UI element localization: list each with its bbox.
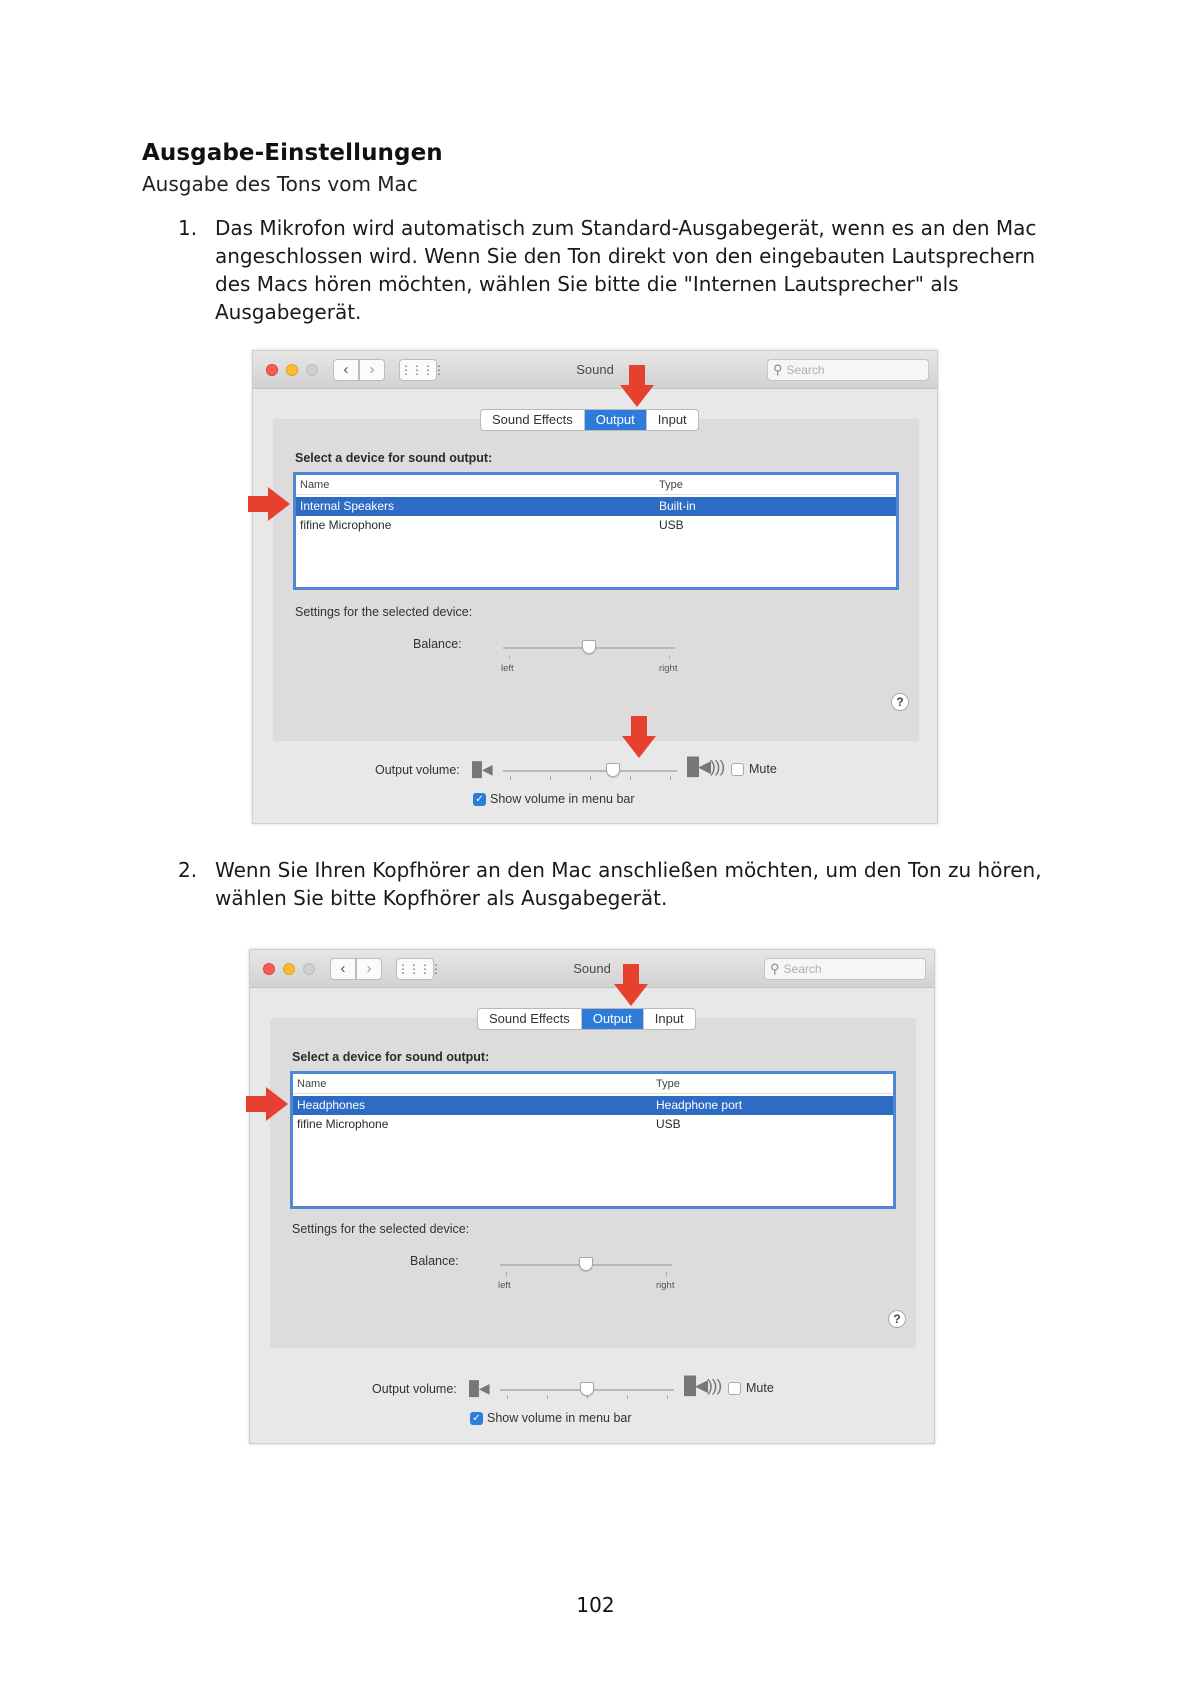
- balance-label: Balance:: [410, 1254, 459, 1268]
- mute-checkbox[interactable]: [728, 1382, 741, 1395]
- table-row[interactable]: [293, 1115, 893, 1134]
- search-placeholder: Search: [783, 962, 822, 976]
- grid-icon: ⋮⋮⋮⋮: [397, 962, 441, 976]
- chevron-left-icon: ‹: [340, 960, 346, 977]
- search-icon: ⚲: [770, 961, 780, 976]
- output-volume-slider-knob[interactable]: [606, 763, 620, 777]
- slider-tick: [669, 655, 670, 659]
- speaker-high-icon: █◀))): [684, 1376, 722, 1395]
- sound-window-2: [249, 949, 935, 1444]
- panel-heading: Select a device for sound output:: [295, 451, 493, 465]
- device-name: fifine Microphone: [297, 1117, 389, 1131]
- step-line: des Macs hören möchten, wählen Sie bitte die "Internen Lautsprecher" als: [215, 272, 959, 296]
- output-volume-slider[interactable]: [503, 770, 677, 772]
- window-title: Sound: [576, 362, 614, 377]
- annotation-arrow-device-1: [248, 487, 290, 521]
- slider-tick: [510, 776, 511, 780]
- device-table: [290, 1071, 896, 1209]
- tab-output[interactable]: Output: [582, 1009, 644, 1029]
- speaker-high-icon: █◀))): [687, 757, 725, 776]
- balance-right-label: right: [656, 1280, 675, 1291]
- settings-label: Settings for the selected device:: [295, 605, 473, 619]
- checkmark-icon: ✓: [472, 1413, 481, 1424]
- device-name: Internal Speakers: [300, 499, 395, 513]
- annotation-arrow-volume: [622, 716, 656, 758]
- chevron-right-icon: ›: [366, 960, 372, 977]
- slider-tick: [630, 776, 631, 780]
- tab-output[interactable]: Output: [585, 410, 647, 430]
- step-line: Wenn Sie Ihren Kopfhörer an den Mac anschließen möchten, um den Ton zu hören,: [215, 858, 1042, 882]
- output-volume-label: Output volume:: [372, 1382, 457, 1396]
- tab-sound-effects[interactable]: Sound Effects: [481, 410, 585, 430]
- help-button[interactable]: ?: [888, 1310, 906, 1328]
- step-line: angeschlossen wird. Wenn Sie den Ton direkt von den eingebauten Lautsprechern: [215, 244, 1036, 268]
- device-type: Built-in: [659, 499, 696, 513]
- device-type: USB: [659, 518, 684, 532]
- speaker-low-icon: █◀: [472, 761, 493, 777]
- slider-tick: [667, 1395, 668, 1399]
- device-table: [293, 472, 899, 590]
- mute-label: Mute: [749, 762, 777, 776]
- window-title: Sound: [573, 961, 611, 976]
- device-name: Headphones: [297, 1098, 366, 1112]
- show-volume-checkbox[interactable]: [473, 793, 486, 806]
- tab-bar: [477, 1008, 696, 1030]
- slider-tick: [550, 776, 551, 780]
- step-line: wählen Sie bitte Kopfhörer als Ausgabegerät.: [215, 886, 668, 910]
- column-header-name[interactable]: Name: [300, 479, 330, 491]
- annotation-arrow-device-2: [246, 1087, 288, 1121]
- balance-left-label: left: [501, 663, 514, 674]
- title-bar: [250, 950, 934, 988]
- table-header: [296, 475, 896, 495]
- tab-input[interactable]: Input: [654, 1011, 684, 1026]
- slider-tick: [547, 1395, 548, 1399]
- show-volume-label: Show volume in menu bar: [490, 792, 635, 806]
- step-line: Ausgabegerät.: [215, 300, 362, 324]
- step-text: [215, 214, 1055, 326]
- column-header-type[interactable]: Type: [659, 479, 683, 491]
- device-type: USB: [656, 1117, 681, 1131]
- title-bar: [253, 351, 937, 389]
- page-number: 102: [576, 1593, 615, 1617]
- balance-slider-knob[interactable]: [582, 640, 596, 654]
- tab-sound-effects[interactable]: Sound Effects: [478, 1009, 582, 1029]
- tab-input[interactable]: Input: [657, 412, 687, 427]
- settings-label: Settings for the selected device:: [292, 1222, 470, 1236]
- section-subtitle: Ausgabe des Tons vom Mac: [142, 172, 418, 196]
- help-button[interactable]: ?: [891, 693, 909, 711]
- output-volume-slider-knob[interactable]: [580, 1382, 594, 1396]
- tab-bar: [480, 409, 699, 431]
- table-header: [293, 1074, 893, 1094]
- checkmark-icon: ✓: [475, 794, 484, 805]
- balance-right-label: right: [659, 663, 678, 674]
- slider-tick: [590, 776, 591, 780]
- grid-icon: ⋮⋮⋮⋮: [400, 363, 444, 377]
- table-row-selected[interactable]: [293, 1096, 893, 1115]
- mute-checkbox[interactable]: [731, 763, 744, 776]
- output-panel: [273, 419, 919, 741]
- annotation-arrow-output-tab-2: [614, 964, 648, 1006]
- table-row-selected[interactable]: [296, 497, 896, 516]
- slider-tick: [506, 1272, 507, 1276]
- table-row[interactable]: [296, 516, 896, 535]
- column-header-type[interactable]: Type: [656, 1078, 680, 1090]
- panel-heading: Select a device for sound output:: [292, 1050, 490, 1064]
- slider-tick: [627, 1395, 628, 1399]
- slider-tick: [670, 776, 671, 780]
- sound-window-1: [252, 350, 938, 824]
- device-type: Headphone port: [656, 1098, 743, 1112]
- show-volume-label: Show volume in menu bar: [487, 1411, 632, 1425]
- balance-left-label: left: [498, 1280, 511, 1291]
- section-title: Ausgabe-Einstellungen: [142, 140, 443, 166]
- balance-label: Balance:: [413, 637, 462, 651]
- show-volume-checkbox[interactable]: [470, 1412, 483, 1425]
- mute-label: Mute: [746, 1381, 774, 1395]
- step-number: 1.: [178, 216, 198, 240]
- speaker-low-icon: █◀: [469, 1380, 490, 1396]
- slider-tick: [507, 1395, 508, 1399]
- slider-tick: [666, 1272, 667, 1276]
- step-number: 2.: [178, 858, 198, 882]
- balance-slider-knob[interactable]: [579, 1257, 593, 1271]
- step-text: [215, 856, 1055, 912]
- search-icon: ⚲: [773, 362, 783, 377]
- output-volume-label: Output volume:: [375, 763, 460, 777]
- search-placeholder: Search: [786, 363, 825, 377]
- device-name: fifine Microphone: [300, 518, 392, 532]
- chevron-right-icon: ›: [369, 361, 375, 378]
- output-panel: [270, 1018, 916, 1348]
- annotation-arrow-output-tab-1: [620, 365, 654, 407]
- slider-tick: [509, 655, 510, 659]
- chevron-left-icon: ‹: [343, 361, 349, 378]
- search-field[interactable]: [767, 359, 929, 381]
- search-field[interactable]: [764, 958, 926, 980]
- step-line: Das Mikrofon wird automatisch zum Standard-Ausgabegerät, wenn es an den Mac: [215, 216, 1037, 240]
- column-header-name[interactable]: Name: [297, 1078, 327, 1090]
